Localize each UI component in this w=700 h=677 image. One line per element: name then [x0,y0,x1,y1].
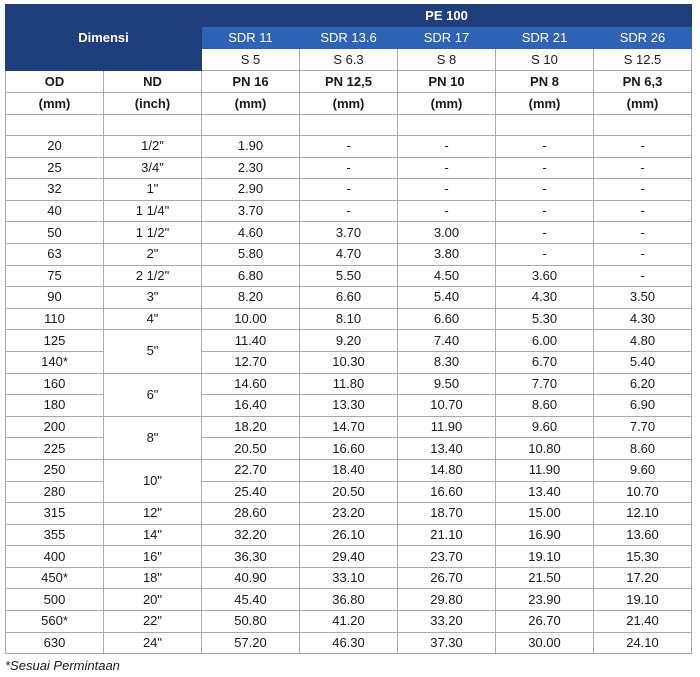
value-cell: - [594,200,692,222]
value-cell: 3.80 [398,243,496,265]
value-cell: 4.60 [202,222,300,244]
table-row [6,200,692,222]
value-cell: - [496,179,594,201]
nd-unit: (inch) [104,93,202,115]
pn-header: PN 10 [398,71,496,93]
col-unit: (mm) [594,93,692,115]
value-cell: 8.30 [398,351,496,373]
value-cell: 6.20 [594,373,692,395]
table-row [6,546,692,568]
value-cell: 2.90 [202,179,300,201]
table-row [6,503,692,525]
value-cell: 24.10 [594,632,692,654]
nd-cell: 5" [104,330,202,373]
nd-cell: 8" [104,416,202,459]
nd-cell: 1" [104,179,202,201]
value-cell: - [496,200,594,222]
value-cell: 7.70 [496,373,594,395]
nd-cell: 24" [104,632,202,654]
value-cell: - [300,136,398,158]
value-cell: - [398,136,496,158]
table-row [6,373,692,395]
nd-cell: 4" [104,308,202,330]
value-cell: 11.40 [202,330,300,352]
value-cell: 9.60 [496,416,594,438]
table-row [6,632,692,654]
table-row [6,524,692,546]
table-row [6,136,692,158]
empty-cell [398,115,496,136]
table-row [6,265,692,287]
value-cell: 33.20 [398,611,496,633]
od-cell: 180 [6,395,104,417]
value-cell: 21.50 [496,567,594,589]
nd-cell: 14" [104,524,202,546]
value-cell: 33.10 [300,567,398,589]
empty-cell [496,115,594,136]
value-cell: 4.30 [594,308,692,330]
od-cell: 315 [6,503,104,525]
value-cell: 21.40 [594,611,692,633]
col-unit: (mm) [398,93,496,115]
col-unit: (mm) [496,93,594,115]
value-cell: 50.80 [202,611,300,633]
value-cell: 6.90 [594,395,692,417]
value-cell: 5.40 [594,351,692,373]
od-cell: 90 [6,287,104,309]
value-cell: 19.10 [594,589,692,611]
nd-header: ND [104,71,202,93]
nd-cell: 6" [104,373,202,416]
value-cell: - [496,222,594,244]
value-cell: - [594,222,692,244]
od-cell: 75 [6,265,104,287]
value-cell: 15.00 [496,503,594,525]
sdr-header: SDR 21 [496,27,594,49]
footnote: *Sesuai Permintaan [5,658,120,673]
od-cell: 50 [6,222,104,244]
value-cell: 9.60 [594,459,692,481]
od-cell: 160 [6,373,104,395]
od-cell: 125 [6,330,104,352]
dimensi-header: Dimensi [6,5,202,71]
value-cell: 10.30 [300,351,398,373]
value-cell: 30.00 [496,632,594,654]
value-cell: 7.40 [398,330,496,352]
value-cell: 3.70 [202,200,300,222]
table-row [6,179,692,201]
table-row [6,416,692,438]
nd-cell: 10" [104,459,202,502]
value-cell: 28.60 [202,503,300,525]
value-cell: - [496,136,594,158]
table-row [6,222,692,244]
value-cell: 18.70 [398,503,496,525]
s-header: S 10 [496,49,594,71]
table-row [6,243,692,265]
value-cell: 6.60 [398,308,496,330]
value-cell: 4.30 [496,287,594,309]
value-cell: 2.30 [202,157,300,179]
value-cell: 18.40 [300,459,398,481]
value-cell: 8.60 [594,438,692,460]
value-cell: 17.20 [594,567,692,589]
s-header: S 6.3 [300,49,398,71]
nd-cell: 1/2" [104,136,202,158]
value-cell: - [496,243,594,265]
od-unit: (mm) [6,93,104,115]
table-row [6,567,692,589]
pn-header: PN 16 [202,71,300,93]
value-cell: 11.90 [496,459,594,481]
value-cell: 6.70 [496,351,594,373]
od-cell: 225 [6,438,104,460]
od-cell: 500 [6,589,104,611]
empty-cell [6,115,104,136]
value-cell: 10.80 [496,438,594,460]
sdr-header: SDR 11 [202,27,300,49]
value-cell: 26.70 [496,611,594,633]
value-cell: 4.80 [594,330,692,352]
pe100-header: PE 100 [202,5,692,27]
value-cell: 3.70 [300,222,398,244]
value-cell: 20.50 [300,481,398,503]
value-cell: - [398,200,496,222]
value-cell: 15.30 [594,546,692,568]
pn-header: PN 8 [496,71,594,93]
nd-cell: 16" [104,546,202,568]
value-cell: 3.50 [594,287,692,309]
table-row [6,589,692,611]
sdr-header: SDR 26 [594,27,692,49]
value-cell: 23.70 [398,546,496,568]
value-cell: 8.60 [496,395,594,417]
value-cell: 1.90 [202,136,300,158]
value-cell: 9.20 [300,330,398,352]
value-cell: 16.60 [398,481,496,503]
empty-cell [300,115,398,136]
sdr-header: SDR 13.6 [300,27,398,49]
od-cell: 40 [6,200,104,222]
value-cell: 10.70 [594,481,692,503]
table-row [6,308,692,330]
od-cell: 63 [6,243,104,265]
value-cell: 12.70 [202,351,300,373]
value-cell: 6.00 [496,330,594,352]
od-header: OD [6,71,104,93]
value-cell: 13.60 [594,524,692,546]
od-cell: 400 [6,546,104,568]
pipe-spec-table [5,4,692,654]
od-cell: 25 [6,157,104,179]
pn-header: PN 6,3 [594,71,692,93]
value-cell: 6.60 [300,287,398,309]
nd-cell: 12" [104,503,202,525]
value-cell: - [594,136,692,158]
value-cell: 10.70 [398,395,496,417]
spacer-row [6,115,692,136]
nd-cell: 22" [104,611,202,633]
col-unit: (mm) [300,93,398,115]
empty-cell [202,115,300,136]
value-cell: 5.30 [496,308,594,330]
value-cell: - [594,179,692,201]
empty-cell [104,115,202,136]
value-cell: 25.40 [202,481,300,503]
nd-cell: 2" [104,243,202,265]
value-cell: 11.90 [398,416,496,438]
value-cell: 37.30 [398,632,496,654]
value-cell: 13.40 [496,481,594,503]
value-cell: - [594,265,692,287]
value-cell: 20.50 [202,438,300,460]
value-cell: 26.10 [300,524,398,546]
nd-cell: 2 1/2" [104,265,202,287]
od-cell: 140* [6,351,104,373]
nd-cell: 1 1/4" [104,200,202,222]
value-cell: 40.90 [202,567,300,589]
value-cell: 36.80 [300,589,398,611]
value-cell: 18.20 [202,416,300,438]
s-header: S 12.5 [594,49,692,71]
value-cell: - [300,200,398,222]
nd-cell: 3/4" [104,157,202,179]
value-cell: 3.00 [398,222,496,244]
value-cell: 10.00 [202,308,300,330]
value-cell: 16.60 [300,438,398,460]
value-cell: 9.50 [398,373,496,395]
value-cell: 12.10 [594,503,692,525]
table-row [6,330,692,352]
value-cell: 22.70 [202,459,300,481]
value-cell: 23.20 [300,503,398,525]
value-cell: 16.40 [202,395,300,417]
value-cell: 4.70 [300,243,398,265]
nd-cell: 18" [104,567,202,589]
value-cell: 13.30 [300,395,398,417]
value-cell: - [300,179,398,201]
value-cell: - [398,179,496,201]
value-cell: 19.10 [496,546,594,568]
od-cell: 32 [6,179,104,201]
value-cell: 5.40 [398,287,496,309]
value-cell: 4.50 [398,265,496,287]
od-cell: 20 [6,136,104,158]
value-cell: - [398,157,496,179]
value-cell: 23.90 [496,589,594,611]
od-cell: 560* [6,611,104,633]
value-cell: 14.70 [300,416,398,438]
value-cell: 8.20 [202,287,300,309]
value-cell: 41.20 [300,611,398,633]
value-cell: 26.70 [398,567,496,589]
table-row [6,287,692,309]
table-row [6,459,692,481]
value-cell: 46.30 [300,632,398,654]
value-cell: 6.80 [202,265,300,287]
sdr-header: SDR 17 [398,27,496,49]
od-cell: 280 [6,481,104,503]
value-cell: - [300,157,398,179]
od-cell: 355 [6,524,104,546]
value-cell: 21.10 [398,524,496,546]
value-cell: 5.80 [202,243,300,265]
value-cell: - [594,243,692,265]
value-cell: 14.60 [202,373,300,395]
value-cell: - [594,157,692,179]
nd-cell: 3" [104,287,202,309]
value-cell: 8.10 [300,308,398,330]
value-cell: 29.40 [300,546,398,568]
col-unit: (mm) [202,93,300,115]
od-cell: 450* [6,567,104,589]
s-header: S 5 [202,49,300,71]
od-cell: 250 [6,459,104,481]
table-row [6,157,692,179]
value-cell: 57.20 [202,632,300,654]
empty-cell [594,115,692,136]
nd-cell: 1 1/2" [104,222,202,244]
pn-header: PN 12,5 [300,71,398,93]
value-cell: 45.40 [202,589,300,611]
value-cell: 36.30 [202,546,300,568]
table-container [5,4,692,654]
value-cell: 16.90 [496,524,594,546]
od-cell: 630 [6,632,104,654]
value-cell: 7.70 [594,416,692,438]
od-cell: 200 [6,416,104,438]
value-cell: 5.50 [300,265,398,287]
nd-cell: 20" [104,589,202,611]
value-cell: - [496,157,594,179]
value-cell: 3.60 [496,265,594,287]
s-header: S 8 [398,49,496,71]
value-cell: 32.20 [202,524,300,546]
od-cell: 110 [6,308,104,330]
value-cell: 13.40 [398,438,496,460]
value-cell: 11.80 [300,373,398,395]
value-cell: 14.80 [398,459,496,481]
value-cell: 29.80 [398,589,496,611]
table-row [6,611,692,633]
